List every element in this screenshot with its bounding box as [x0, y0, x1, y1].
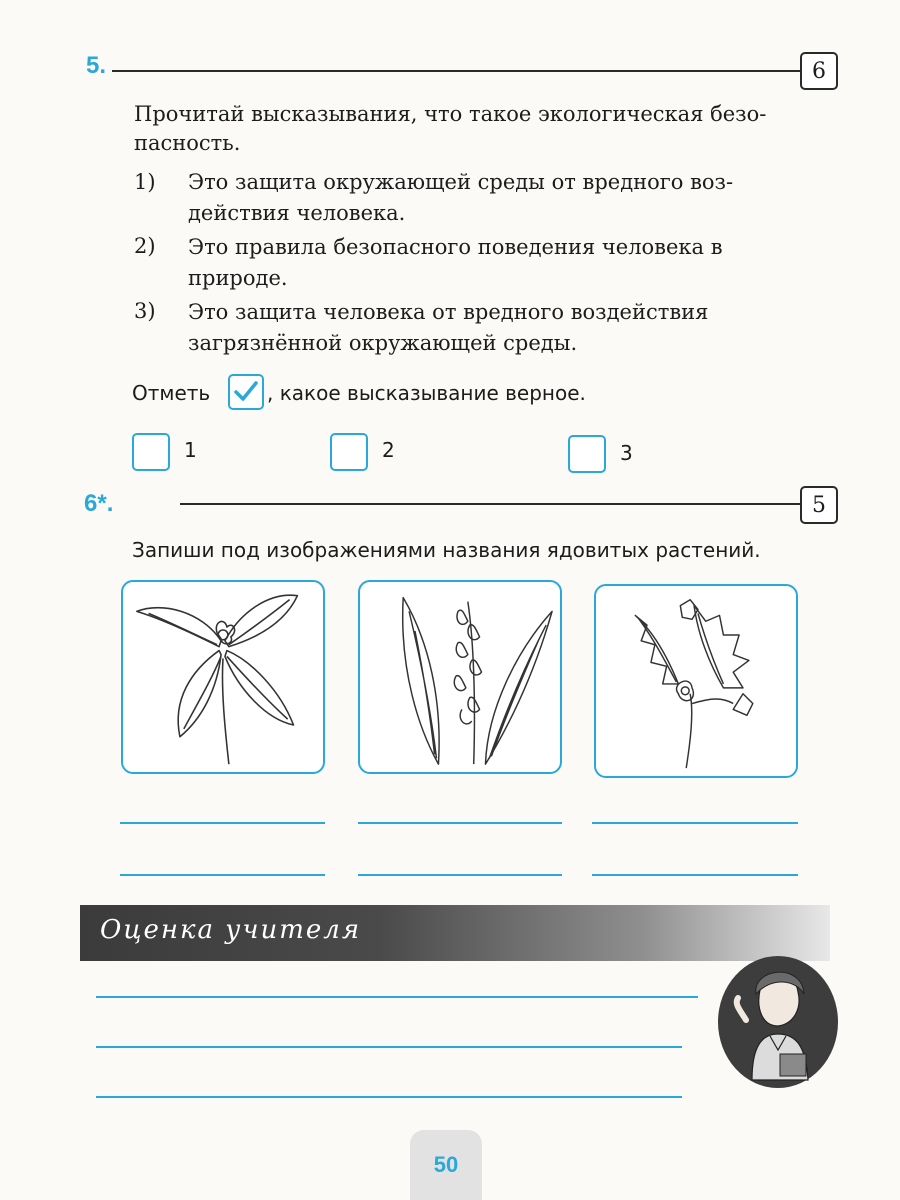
option-3-number: 3)	[134, 299, 156, 323]
mark-instruction-before: Отметь	[132, 381, 211, 405]
option-3-line1: Это защита человека от вредного воздействия	[188, 300, 709, 324]
plant-frame-2	[358, 580, 562, 774]
plant-answer-line-2b[interactable]	[358, 874, 562, 876]
option-1-line1: Это защита окружающей среды от вредного воз-	[188, 170, 734, 194]
task-6-number: 6*.	[84, 490, 114, 517]
answer-label-3: 3	[620, 441, 633, 465]
task-5-number: 5.	[86, 52, 107, 79]
thorn-apple-icon	[596, 586, 796, 776]
task-5-points: 6	[800, 52, 838, 90]
plant-answer-line-3a[interactable]	[592, 822, 798, 824]
task-6-prompt: Запиши под изображениями названия ядовитых растений.	[132, 538, 761, 562]
teacher-comment-line-2[interactable]	[96, 1046, 682, 1048]
plant-answer-line-1a[interactable]	[120, 822, 325, 824]
checkmark-icon	[230, 376, 261, 407]
example-checkbox	[228, 374, 264, 410]
answer-checkbox-1[interactable]	[132, 433, 170, 471]
option-1-number: 1)	[134, 170, 156, 194]
plant-answer-line-1b[interactable]	[120, 874, 325, 876]
plant-frame-3	[594, 584, 798, 778]
trillium-plant-icon	[123, 582, 323, 772]
answer-label-1: 1	[184, 438, 197, 462]
lily-of-the-valley-icon	[360, 582, 560, 772]
option-2-line2: природе.	[188, 266, 288, 290]
option-3-line2: загрязнённой окружающей среды.	[188, 331, 578, 355]
teacher-comment-line-3[interactable]	[96, 1096, 682, 1098]
task-5-prompt-line2: пасность.	[134, 131, 241, 155]
answer-checkbox-3[interactable]	[568, 435, 606, 473]
plant-answer-line-2a[interactable]	[358, 822, 562, 824]
task-5-prompt-line1: Прочитай высказывания, что такое экологическая безо-	[134, 102, 767, 126]
teacher-assessment-title: Оценка учителя	[100, 915, 362, 945]
teacher-illustration-icon	[716, 950, 840, 1090]
mark-instruction-after: , какое высказывание верное.	[267, 381, 586, 405]
page-number: 50	[410, 1130, 482, 1200]
task-5-rule	[112, 70, 802, 72]
option-2-number: 2)	[134, 234, 156, 258]
teacher-comment-line-1[interactable]	[96, 996, 698, 998]
plant-answer-line-3b[interactable]	[592, 874, 798, 876]
task-6-rule	[180, 503, 802, 505]
plant-frame-1	[121, 580, 325, 774]
answer-label-2: 2	[382, 438, 395, 462]
task-6-points: 5	[800, 486, 838, 524]
answer-checkbox-2[interactable]	[330, 433, 368, 471]
option-1-line2: действия человека.	[188, 201, 406, 225]
option-2-line1: Это правила безопасного поведения человека в	[188, 235, 723, 259]
